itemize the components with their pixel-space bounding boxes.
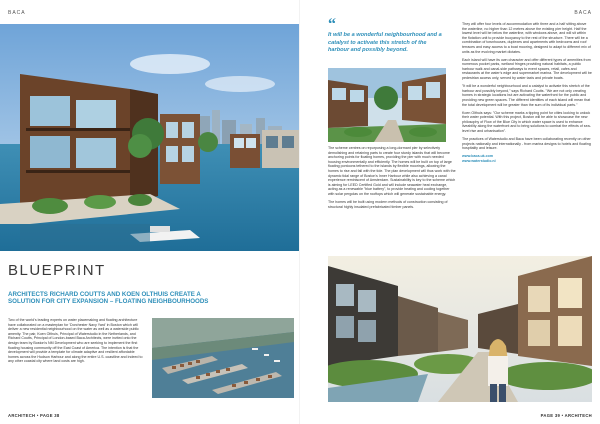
aerial-photo-harbour [152, 318, 294, 398]
body-column-2 [462, 22, 592, 164]
col2-paragraph-2: Each island will have its own character and offer different types of amenities from numerous pocket parks, wetland fringes providing natural habitats, a public harbour walk and canal-side pathways to event spaces, retail, cafes and restaurants at the water's edge and supermarket marina. The development will be pedestrian access only, served by water taxis and private boats. [462, 57, 592, 81]
right-page-footer: PAGE 39 • ARCHITECH [540, 413, 592, 418]
link-waterstudio[interactable]: www.waterstudio.nl [462, 158, 496, 163]
col2-paragraph-1: They will offer four levels of accommodation with three and a half sitting above the waterline, no higher than 12 metres above the existing pier height. Half the lowest level will be below the waterline, with windows above, and will sit within the flotation unit to provide buoyancy to the rest of the structure. There will be a combination of townhouses, duplexes and apartments with bedrooms and roof terraces and easy access to a boat mooring, designed to adapt to different mix of units as the evolving market dictates. [462, 22, 591, 54]
quote-mark-icon: “ [328, 16, 336, 33]
pull-quote: It will be a wonderful neighbourhood and a catalyst to activate this stretch of the harbour and possibly beyond. [328, 32, 442, 54]
col2-paragraph-5: The practices of Waterstudio and Baca have been collaborating recently on other projects nationally and internationally - from marina designs to hotels and floating hospitality and leisure. [462, 137, 591, 151]
col2-paragraph-3: "It will be a wonderful neighbourhood and a catalyst to activate this stretch of the harbour and possibly beyond," says Richard Coutts. "We are not only creating homes in strategic locations but are activating the waterfront for the public and providing new green spaces. The different identities of each island will mean that the total development will be greater than the sum of its individual parts." [462, 84, 591, 107]
col2-paragraph-4: Koen Olthuis says: "Our scheme marks a tipping point for cities looking to unlock their water potential. With this project, Boston will be able to showcase the new philosophy of Flow of the Blue City in which water space is used to enhance liveability along the waterfront and to bring solutions to combat the effects of sea-level rise and urbanisation". [462, 110, 591, 133]
hero-photo-floating-homes [0, 24, 300, 251]
col1-paragraph-1: The scheme centres on repurposing a long-dormant pier by selectively demolishing and retaining parts to create four sturdy islands that will become anchoring points for floating homes, providing the pier with much needed housing environmentally and efficiently. The homes will be built on top of large floating pontoons tethered to the islands by flexible moorings, allowing the homes to rise and fall with the tide. The plan development will thus work with the dynamic tidal range of Boston's Inner Harbour while also achieving a canal experience reminiscent of Amsterdam. Sustainability is key to the scheme which is aiming for LEED Certified Gold and will include seawater heat exchange, acting as a renewable "blue battery", to provide heating and cooling together with solar pergolas on the rooftops which will generate sustainable energy. [328, 146, 456, 196]
right-page-header: BACA [574, 10, 592, 16]
article-standfirst: ARCHITECTS RICHARD COUTTS AND KOEN OLTHUIS CREATE A SOLUTION FOR CITY EXPANSION – FLOATING NEIGHBOURHOODS [8, 291, 209, 306]
left-page-header: BACA [8, 10, 26, 16]
left-page-footer: ARCHITECH • PAGE 38 [8, 413, 60, 418]
intro-text: Two of the world's leading experts on water placemaking and floating architecture have collaborated on a masterplan for 'Dorchester Navy Yard' in Boston which will deliver a new residential neighbourhood on the water as well as a waterside public amenity. The pair, Koen Olthuis, Principal of Waterstudio in the Netherlands, and Richard Coutts, Principal of London-based Baca Architects, were invited onto the design team by Boston's NM Development who are seeking to implement the first floating housing community off the East Coast of America. The intention is that the development will provide a template for climate adaptive and resilient affordable homes across the Hudson Harbour and along the entire U.S. coastline and indeed to any other coastal city where land costs are high. [8, 318, 143, 364]
link-baca[interactable]: www.baca.uk.com [462, 154, 494, 159]
canal-path-photo [328, 256, 592, 402]
article-title: BLUEPRINT [8, 262, 106, 279]
garden-walkway-photo [328, 68, 446, 142]
body-column-1 [328, 146, 456, 213]
col1-paragraph-2: The homes will be built using modern methods of construction consisting of structural highly insulated prefabricated timber panels. [328, 200, 448, 209]
